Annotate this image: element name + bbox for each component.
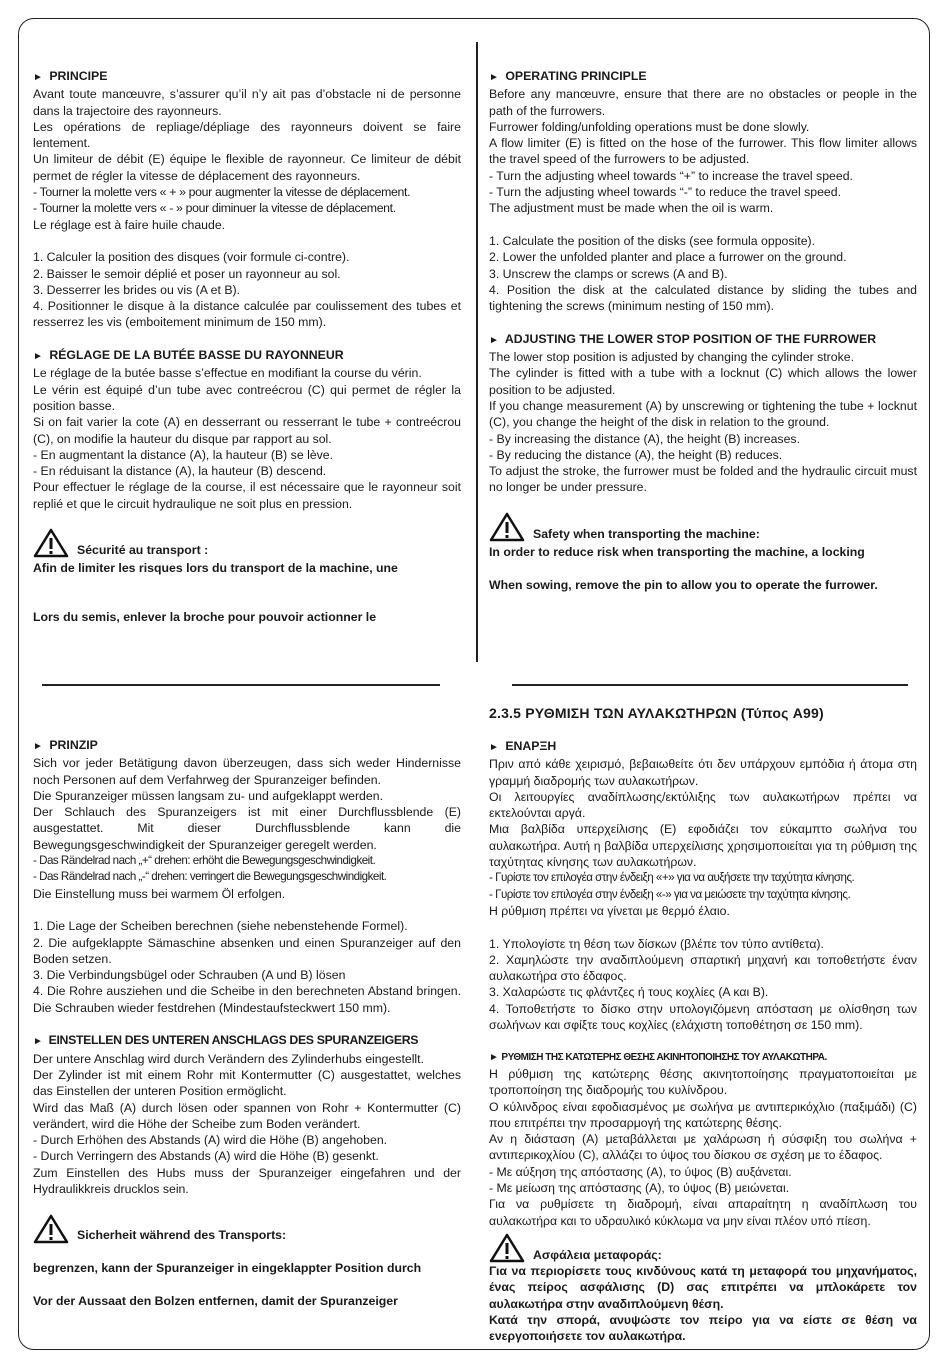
paragraph: - Με μείωση της απόστασης (A), το ύψος (B) μειώνεται.: [489, 1181, 790, 1196]
paragraph: Μια βαλβίδα υπερχείλισης (E) εφοδιάζει τον εύκαμπτο σωλήνα του αυλακωτήρα. Αυτή η βαλβίδα υπερχείλισης χρησιμοποιείται για τη ρύθμιση της ταχύτητας κίνησης των αυλακωτήρων.: [489, 822, 917, 870]
safety-text: Lors du semis, enlever la broche pour pouvoir actionner le: [33, 610, 377, 625]
paragraph: - En réduisant la distance (A), la hauteur (B) descend.: [33, 464, 327, 479]
paragraph: - Turn the adjusting wheel towards “+” to increase the travel speed.: [489, 168, 853, 183]
safety-text: Κατά την σπορά, ανυψώστε τον πείρο για να είστε σε θέση να ενεργοποιήσετε τον αυλακωτήρα.: [489, 1312, 917, 1344]
paragraph: - Das Rändelrad nach „+“ drehen: erhöht die Bewegungsgeschwindigkeit.: [33, 854, 376, 868]
step-item: 1. Calculer la position des disques (voir formule ci-contre).: [33, 250, 350, 265]
safety-warning-en: [489, 512, 917, 542]
step-item: 4. Die Rohre ausziehen und die Scheibe in den berechneten Abstand bringen. Die Schrauben wieder festdrehen (Mindestaufsteckwert 150 mm).: [33, 984, 461, 1015]
step-item: 1. Die Lage der Scheiben berechnen (siehe nebenstehende Formel).: [33, 919, 408, 934]
paragraph: Die Spuranzeiger müssen langsam zu- und aufgeklappt werden.: [33, 788, 383, 803]
triangle-right-icon: ►: [33, 72, 43, 83]
step-item: 3. Unscrew the clamps or screws (A and B).: [489, 266, 728, 281]
step-item: 2. Lower the unfolded planter and place a furrower on the ground.: [489, 250, 847, 265]
safety-text: Για να περιορίσετε τους κινδύνους κατά τη μεταφορά του μηχανήματος, ένας πείρος ασφάλισης (D) σας επιτρέπει να μπλοκάρετε τον αυλακωτήρα στην αναδιπλούμενη θέση.: [489, 1263, 917, 1311]
column-english: [489, 68, 917, 593]
paragraph: Le réglage de la butée basse s’effectue en modifiant la course du vérin.: [33, 366, 422, 381]
safety-title: Safety when transporting the machine:: [533, 526, 760, 541]
triangle-right-icon: ►: [489, 72, 499, 83]
paragraph: - Durch Verringern des Abstands (A) wird die Höhe (B) gesenkt.: [33, 1149, 379, 1164]
paragraph: Για να ρυθμίσετε τη διαδρομή, είναι απαραίτητη η αναδίπλωση του αυλακωτήρα και το υδραυλικό κύκλωμα να μην είναι πλέον υπό πίεση.: [489, 1197, 917, 1228]
paragraph: If you change measurement (A) by unscrewing or tightening the tube + locknut (C), you change the height of the disk in relation to the ground.: [489, 398, 917, 430]
paragraph: Ο κύλινδρος είναι εφοδιασμένος με σωλήνα με αντιπερικόχλιο (παξιμάδι) (C) που επιτρέπει την προσαρμογή της κατώτερης θέσης.: [489, 1099, 917, 1130]
safety-text: In order to reduce risk when transporting the machine, a locking: [489, 545, 865, 560]
step-item: 3. Desserrer les brides ou vis (A et B).: [33, 282, 241, 297]
paragraph: Η ρύθμιση πρέπει να γίνεται με θερμό έλαιο.: [489, 903, 730, 918]
paragraph: - En augmentant la distance (A), la hauteur (B) se lève.: [33, 447, 334, 462]
paragraph: - Tourner la molette vers « + » pour augmenter la vitesse de déplacement.: [33, 185, 411, 200]
step-item: 4. Position the disk at the calculated distance by sliding the tubes and tightening the screws (minimum nesting of 150 mm).: [489, 282, 917, 314]
paragraph: Pour effectuer le réglage de la course, il est nécessaire que le rayonneur soit replié et que le circuit hydraulique ne soit plus en pression.: [33, 480, 461, 511]
warning-triangle-icon: [489, 1233, 525, 1263]
heading-butee-fr: ► RÉGLAGE DE LA BUTÉE BASSE DU RAYONNEUR: [33, 348, 344, 363]
paragraph: - By increasing the distance (A), the height (B) increases.: [489, 431, 800, 446]
paragraph: - Das Rändelrad nach „-“ drehen: verringert die Bewegungsgeschwindigkeit.: [33, 870, 387, 884]
step-item: 2. Χαμηλώστε την αναδιπλούμενη σπαρτική μηχανή και τοποθετήστε έναν αυλακωτήρα στο έδαφος.: [489, 952, 917, 984]
safety-text: When sowing, remove the pin to allow you to operate the furrower.: [489, 577, 878, 592]
paragraph: Αν η διάσταση (A) μεταβάλλεται με χαλάρωση ή σύσφιξη του σωλήνα + αντιπερικοχλίου (C), αλλάζει το ύψος του δίσκου σε σχέση με το έδαφος.: [489, 1132, 917, 1163]
section-title: 2.3.5 ΡΥΘΜΙΣΗ ΤΩΝ ΑΥΛΑΚΩΤΗΡΩΝ (Τύπος A99): [489, 705, 824, 721]
safety-warning-de: [33, 1214, 461, 1244]
paragraph: Πριν από κάθε χειρισμό, βεβαιωθείτε ότι δεν υπάρχουν εμπόδια ή άτομα στη γραμμή διαδρομής των αυλακωτήρων.: [489, 757, 917, 788]
heading-anschlag-de: ► EINSTELLEN DES UNTEREN ANSCHLAGS DES SPURANZEIGERS: [33, 1033, 419, 1048]
paragraph: Der Schlauch des Spuranzeigers ist mit einer Durchflussblende (E) ausgestattet. Mit dieser Durchflussblende kann die Bewegungsgeschwindigkeit der Spuranzeiger geregelt werden.: [33, 805, 461, 852]
safety-warning-fr: [33, 528, 461, 558]
paragraph: To adjust the stroke, the furrower must be folded and the hydraulic circuit must no longer be under pressure.: [489, 464, 917, 495]
step-item: 3. Χαλαρώστε τις φλάντζες ή τους κοχλίες (A και B).: [489, 985, 769, 1000]
triangle-right-icon: ►: [489, 334, 499, 346]
step-item: 2. Die aufgeklappte Sämaschine absenken und einen Spuranzeiger auf den Boden setzen.: [33, 935, 461, 966]
triangle-right-icon: ►: [33, 1036, 43, 1048]
paragraph: Sich vor jeder Betätigung davon überzeugen, dass sich weder Hindernisse noch Personen auf dem Verfahrweg der Spuranzeiger befinden.: [33, 756, 461, 787]
paragraph: - Tourner la molette vers « - » pour diminuer la vitesse de déplacement.: [33, 201, 396, 216]
safety-text: Afin de limiter les risques lors du transport de la machine, une: [33, 561, 398, 576]
paragraph: Les opérations de repliage/dépliage des rayonneurs doivent se faire lentement.: [33, 119, 461, 151]
step-item: 3. Die Verbindungsbügel oder Schrauben (A und B) lösen: [33, 968, 346, 983]
paragraph: A flow limiter (E) is fitted on the hose of the furrower. This flow limiter allows the travel speed of the furrowers to be adjusted.: [489, 136, 917, 167]
paragraph: The lower stop position is adjusted by changing the cylinder stroke.: [489, 350, 855, 365]
warning-triangle-icon: [33, 1214, 69, 1244]
paragraph: Avant toute manœuvre, s’assurer qu’il n’y ait pas d’obstacle ni de personne dans la trajectoire des rayonneurs.: [33, 87, 461, 118]
section-divider-left: [42, 684, 440, 686]
step-item: 4. Positionner le disque à la distance calculée par coulissement des tubes et resserrez les vis (emboitement minimum de 150 mm).: [33, 299, 461, 330]
paragraph: Der untere Anschlag wird durch Verändern des Zylinderhubs eingestellt.: [33, 1051, 424, 1066]
safety-title: Ασφάλεια μεταφοράς:: [533, 1247, 662, 1262]
safety-text: begrenzen, kann der Spuranzeiger in eingeklappter Position durch: [33, 1260, 422, 1275]
step-item: 4. Τοποθετήστε το δίσκο στην υπολογιζόμενη απόσταση με ολίσθηση των σωλήνων και σφίξτε τους κοχλίες (ελάχιστη τοποθέτηση σε 150 mm).: [489, 1001, 917, 1033]
section-divider-right: [512, 684, 908, 686]
paragraph: Der Zylinder ist mit einem Rohr mit Kontermutter (C) ausgestattet, welches das Einstellen der unteren Position ermöglicht.: [33, 1067, 461, 1099]
heading-katoteri-thesi-el: ► ΡΥΘΜΙΣΗ ΤΗΣ ΚΑΤΩΤΕΡΗΣ ΘΕΣΗΣ ΑΚΙΝΗΤΟΠΟΙΗΣΗΣ ΤΟΥ ΑΥΛΑΚΩΤΗΡΑ.: [489, 1051, 827, 1063]
paragraph: Wird das Maß (A) durch lösen oder spannen von Rohr + Kontermutter (C) verändert, wird die Höhe der Scheibe zum Boden verändert.: [33, 1100, 461, 1131]
step-item: 2. Baisser le semoir déplié et poser un rayonneur au sol.: [33, 266, 341, 281]
paragraph: - Durch Erhöhen des Abstands (A) wird die Höhe (B) angehoben.: [33, 1133, 388, 1148]
paragraph: Zum Einstellen des Hubs muss der Spuranzeiger eingefahren und der Hydraulikkreis drucklos sein.: [33, 1165, 461, 1197]
paragraph: Si on fait varier la cote (A) en desserrant ou resserrant le tube + contreécrou (C), on modifie la hauteur du disque par rapport au sol.: [33, 415, 461, 446]
paragraph: - Turn the adjusting wheel towards “-” to reduce the travel speed.: [489, 185, 842, 200]
paragraph: Before any manœuvre, ensure that there are no obstacles or people in the path of the furrowers.: [489, 87, 917, 118]
triangle-right-icon: ►: [489, 742, 499, 753]
column-divider: [476, 42, 478, 662]
triangle-right-icon: ►: [33, 741, 43, 752]
safety-title: Sicherheit während des Transports:: [77, 1228, 287, 1243]
paragraph: - By reducing the distance (A), the height (B) reduces.: [489, 447, 783, 462]
paragraph: Η ρύθμιση της κατώτερης θέσης ακινητοποίησης πραγματοποιείται με τροποποίηση της διαδρομής του κυλίνδρου.: [489, 1066, 917, 1098]
heading-principe-fr: ► PRINCIPE: [33, 69, 108, 83]
step-item: 1. Υπολογίστε τη θέση των δίσκων (βλέπε τον τύπο αντίθετα).: [489, 936, 824, 951]
heading-prinzip-de: ► PRINZIP: [33, 738, 98, 752]
safety-title: Sécurité au transport :: [77, 543, 209, 558]
heading-principle-en: ► OPERATING PRINCIPLE: [489, 69, 647, 83]
paragraph: Le vérin est équipé d’un tube avec contreécrou (C) qui permet de régler la position basse.: [33, 382, 461, 413]
paragraph: The cylinder is fitted with a tube with a locknut (C) which allows the lower position to be adjusted.: [489, 366, 917, 397]
heading-lower-stop-en: ► ADJUSTING THE LOWER STOP POSITION OF THE FURROWER: [489, 331, 877, 346]
paragraph: Οι λειτουργίες αναδίπλωσης/εκτύλιξης των αυλακωτήρων πρέπει να εκτελούνται αργά.: [489, 789, 917, 821]
warning-triangle-icon: [33, 528, 69, 558]
column-german: [33, 737, 461, 1309]
heading-enarxi-el: ► ΕΝΑΡΞΗ: [489, 739, 557, 753]
column-french: [33, 68, 461, 626]
safety-text: Vor der Aussaat den Bolzen entfernen, damit der Spuranzeiger: [33, 1293, 398, 1308]
warning-triangle-icon: [489, 512, 525, 542]
triangle-right-icon: ►: [489, 1051, 499, 1063]
column-greek: [489, 704, 917, 1344]
step-item: 1. Calculate the position of the disks (see formula opposite).: [489, 233, 816, 248]
paragraph: - Γυρίστε τον επιλογέα στην ένδειξη «+» για να αυξήσετε την ταχύτητα κίνησης.: [489, 871, 855, 885]
paragraph: Le réglage est à faire huile chaude.: [33, 217, 226, 232]
paragraph: Furrower folding/unfolding operations must be done slowly.: [489, 119, 810, 134]
paragraph: Un limiteur de débit (E) équipe le flexible de rayonneur. Ce limiteur de débit permet de régler la vitesse de déplacement des rayonneurs.: [33, 152, 461, 183]
triangle-right-icon: ►: [33, 351, 43, 363]
paragraph: Die Einstellung muss bei warmem Öl erfolgen.: [33, 886, 286, 901]
paragraph: - Γυρίστε τον επιλογέα στην ένδειξη «-» για να μειώσετε την ταχύτητα κίνησης.: [489, 887, 851, 901]
paragraph: - Με αύξηση της απόστασης (A), το ύψος (B) αυξάνεται.: [489, 1164, 792, 1179]
paragraph: The adjustment must be made when the oil is warm.: [489, 201, 774, 216]
safety-warning-el: [489, 1233, 917, 1263]
